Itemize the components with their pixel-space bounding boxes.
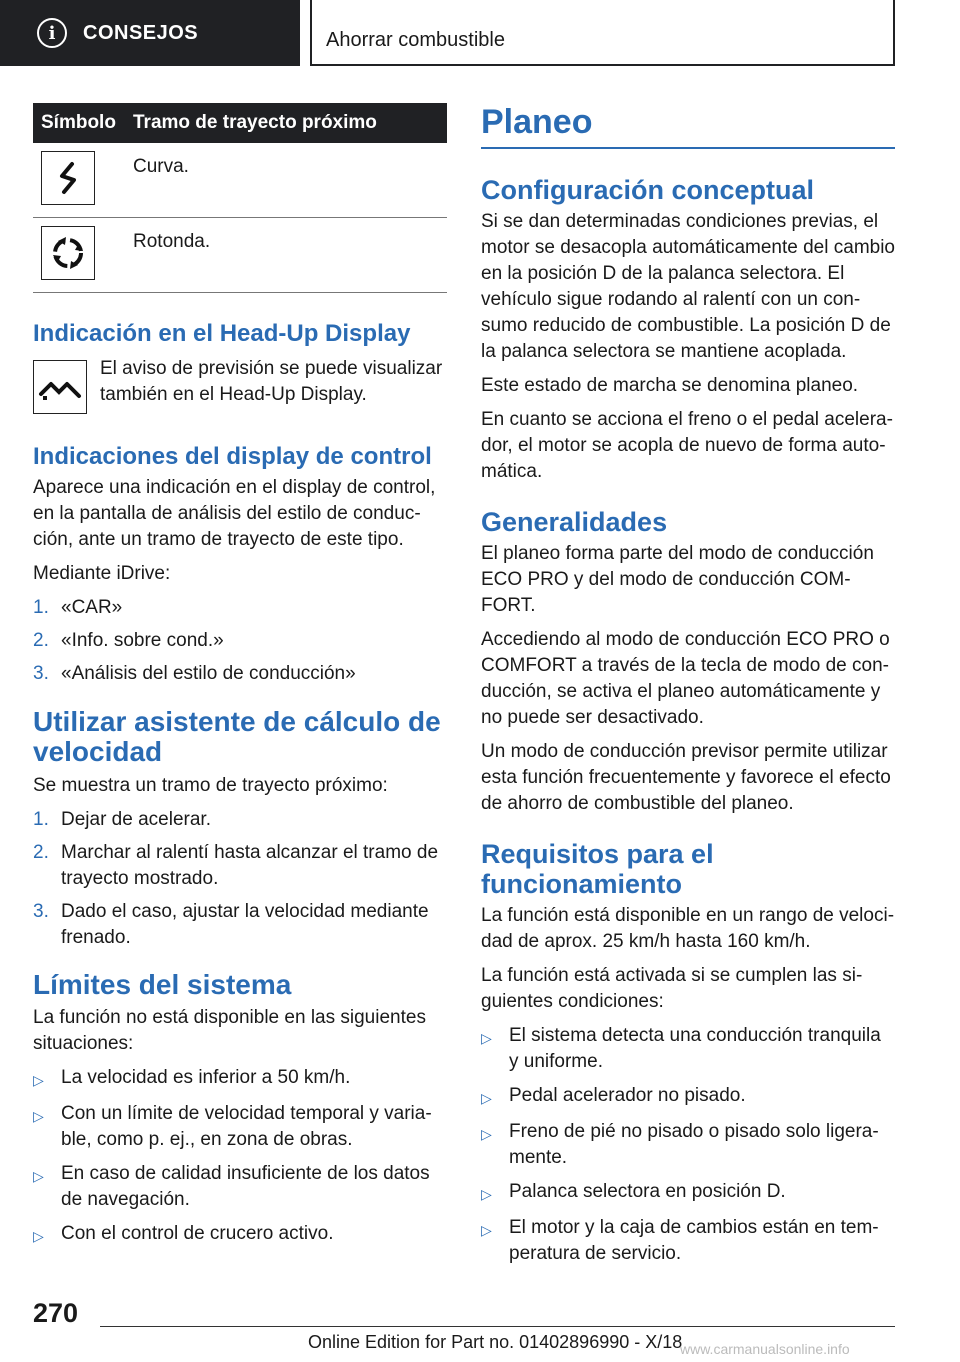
- display-text: Aparece una indicación en el display de control, en la pantalla de análisis del estilo de conducción, ante un tramo de trayecto de este tipo.: [33, 477, 436, 550]
- table-header-section: Tramo de trayecto próximo: [133, 112, 377, 133]
- hud-note: [33, 356, 447, 414]
- general-p2: Accediendo al modo de conducción ECO PRO o COMFORT a través de la tecla de modo de conducción, se activa el planeo automáticamente y no puede ser desactivado.: [481, 629, 890, 728]
- list-item: ▷ Con el control de crucero activo.: [33, 1221, 447, 1249]
- page-number: 270: [33, 1298, 79, 1328]
- chapter-box: [310, 0, 895, 66]
- requirements-list: [481, 1023, 895, 1267]
- left-column: [33, 103, 447, 1257]
- general-p3: Un modo de conducción previsor permite utilizar esta función frecuentemente y favorece el efecto de ahorro de combustible del planeo.: [481, 741, 891, 814]
- assist-heading: Utilizar asistente de cálculo de velocidad: [33, 706, 441, 767]
- assist-text: Se muestra un tramo de trayecto próximo:: [33, 775, 388, 796]
- list-item: ▷ Freno de pié no pisado o pisado solo ligeramente.: [481, 1119, 895, 1171]
- concept-heading: Configuración conceptual: [481, 175, 815, 205]
- triangle-bullet-icon: ▷: [33, 1108, 44, 1124]
- curve-sign-icon: [41, 151, 95, 205]
- requirements-heading: Requisitos para el funcionamiento: [481, 839, 714, 899]
- right-column: [481, 103, 895, 1275]
- limits-list: [33, 1065, 447, 1249]
- list-item: 1. «CAR»: [33, 597, 123, 618]
- idrive-steps: [33, 595, 447, 687]
- list-item: ▷ El motor y la caja de cambios están en temperatura de servicio.: [481, 1215, 895, 1267]
- table-header: [33, 103, 447, 143]
- requirements-p2: La función está activada si se cumplen las siguientes condiciones:: [481, 965, 863, 1012]
- edition-text: Online Edition for Part no. 01402896990 - X/18: [308, 1332, 683, 1352]
- table-cell-label: Curva.: [133, 156, 189, 177]
- planeo-title: Planeo: [481, 103, 593, 141]
- list-item: ▷ Palanca selectora en posición D.: [481, 1179, 895, 1207]
- symbol-table: [33, 103, 447, 293]
- list-item: 1. Dejar de acelerar.: [33, 809, 211, 830]
- triangle-bullet-icon: ▷: [481, 1222, 492, 1238]
- triangle-bullet-icon: ▷: [481, 1090, 492, 1106]
- list-item: 2. Marchar al ralentí hasta alcanzar el tramo de trayecto mostrado.: [33, 842, 439, 889]
- triangle-bullet-icon: ▷: [33, 1072, 44, 1088]
- hud-road-icon: [33, 360, 87, 414]
- triangle-bullet-icon: ▷: [33, 1228, 44, 1244]
- page-header: [0, 0, 960, 66]
- list-item: 2. «Info. sobre cond.»: [33, 630, 224, 651]
- section-label: CONSEJOS: [83, 21, 199, 44]
- limits-heading: Límites del sistema: [33, 969, 292, 1000]
- hud-heading: Indicación en el Head-Up Display: [33, 320, 411, 347]
- list-item: 3. Dado el caso, ajustar la velocidad mediante frenado.: [33, 901, 429, 948]
- list-item: ▷ El sistema detecta una conducción tranquila y uniforme.: [481, 1023, 895, 1075]
- hud-text: El aviso de previsión se puede visualizar también en el Head-Up Display.: [100, 358, 443, 405]
- list-item: ▷ En caso de calidad insuficiente de los datos de navegación.: [33, 1161, 447, 1213]
- general-p1: El planeo forma parte del modo de conducción ECO PRO y del modo de conducción COMFORT.: [481, 543, 874, 616]
- list-item: ▷ Con un límite de velocidad temporal y variable, como p. ej., en zona de obras.: [33, 1101, 447, 1153]
- section-tab: [0, 0, 300, 66]
- list-item: ▷ Pedal acelerador no pisado.: [481, 1083, 895, 1111]
- list-item: ▷ La velocidad es inferior a 50 km/h.: [33, 1065, 447, 1093]
- display-heading: Indicaciones del display de control: [33, 443, 432, 470]
- assist-steps: [33, 807, 447, 951]
- table-cell-label: Rotonda.: [133, 231, 211, 252]
- table-row: [33, 143, 447, 218]
- idrive-text: Mediante iDrive:: [33, 563, 171, 584]
- concept-p3: En cuanto se acciona el freno o el pedal acelerador, el motor se acopla de nuevo de forma automática.: [481, 409, 893, 482]
- limits-text: La función no está disponible en las siguientes situaciones:: [33, 1007, 426, 1054]
- triangle-bullet-icon: ▷: [481, 1030, 492, 1046]
- info-icon: i: [37, 18, 67, 48]
- list-item: 3. «Análisis del estilo de conducción»: [33, 663, 356, 684]
- concept-p1: Si se dan determinadas condiciones previas, el motor se desacopla automáticamente del cambio en la posición D de la palanca selectora. El vehículo sigue rodando al ralentí con un consumo reducido de combustible. La posición D de la palanca selectora se mantiene acoplada.: [481, 211, 896, 362]
- triangle-bullet-icon: ▷: [481, 1126, 492, 1142]
- triangle-bullet-icon: ▷: [481, 1186, 492, 1202]
- footer-divider: [100, 1326, 895, 1327]
- table-row: [33, 218, 447, 293]
- general-heading: Generalidades: [481, 507, 668, 537]
- triangle-bullet-icon: ▷: [33, 1168, 44, 1184]
- roundabout-sign-icon: [41, 226, 95, 280]
- table-header-symbol: Símbolo: [41, 112, 116, 133]
- requirements-p1: La función está disponible en un rango de velocidad de aprox. 25 km/h hasta 160 km/h.: [481, 905, 895, 952]
- concept-p2: Este estado de marcha se denomina planeo.: [481, 375, 859, 396]
- watermark: www.carmanualsonline.info: [680, 1341, 850, 1357]
- chapter-title: Ahorrar combustible: [326, 29, 505, 51]
